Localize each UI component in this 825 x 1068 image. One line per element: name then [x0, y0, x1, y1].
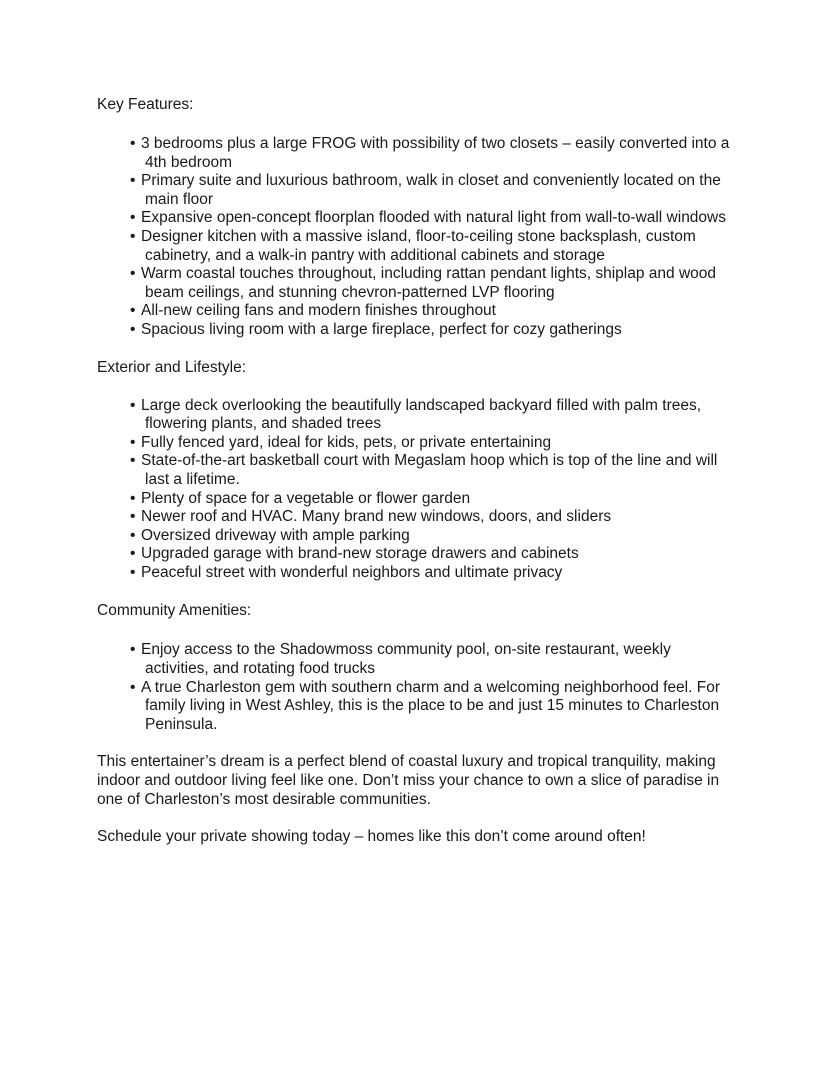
list-item: • Designer kitchen with a massive island, floor-to-ceiling stone backsplash, custom cabinetry, and a walk-in pantry with additional cabinets and storage: [97, 228, 737, 265]
list-item: • Newer roof and HVAC. Many brand new windows, doors, and sliders: [97, 508, 737, 527]
call-to-action: Schedule your private showing today – homes like this don’t come around often!: [97, 828, 646, 846]
list-item: • Plenty of space for a vegetable or flower garden: [97, 490, 737, 509]
list-item: • Enjoy access to the Shadowmoss community pool, on-site restaurant, weekly activities, and rotating food trucks: [97, 641, 737, 678]
list-item: • All-new ceiling fans and modern finishes throughout: [97, 302, 737, 321]
list-item: • Warm coastal touches throughout, including rattan pendant lights, shiplap and wood beam ceilings, and stunning chevron-patterned LVP flooring: [97, 265, 737, 302]
list-item: • Expansive open-concept floorplan flooded with natural light from wall-to-wall windows: [97, 209, 737, 228]
community-amenities-list: [97, 641, 737, 734]
key-features-heading: Key Features:: [97, 96, 194, 113]
closing-paragraph: This entertainer’s dream is a perfect blend of coastal luxury and tropical tranquility, making indoor and outdoor living feel like one. Don’t miss your chance to own a slice of paradise in one of Charleston’s most desirable communities.: [97, 753, 720, 808]
list-item: • Spacious living room with a large fireplace, perfect for cozy gatherings: [97, 321, 737, 340]
community-amenities-heading: Community Amenities:: [97, 602, 252, 620]
list-item: • Fully fenced yard, ideal for kids, pets, or private entertaining: [97, 434, 737, 453]
list-item: • Primary suite and luxurious bathroom, walk in closet and conveniently located on the main floor: [97, 172, 737, 209]
list-item: • Upgraded garage with brand-new storage drawers and cabinets: [97, 545, 737, 564]
list-item: • A true Charleston gem with southern charm and a welcoming neighborhood feel. For family living in West Ashley, this is the place to be and just 15 minutes to Charleston Peninsula.: [97, 679, 737, 735]
listing-document: [97, 96, 737, 847]
exterior-lifestyle-heading: Exterior and Lifestyle:: [97, 358, 247, 376]
list-item: • Large deck overlooking the beautifully landscaped backyard filled with palm trees, flowering plants, and shaded trees: [97, 397, 737, 434]
key-features-list: [97, 135, 737, 340]
list-item: • Oversized driveway with ample parking: [97, 527, 737, 546]
list-item: • Peaceful street with wonderful neighbors and ultimate privacy: [97, 564, 737, 583]
exterior-lifestyle-list: [97, 397, 737, 583]
list-item: • 3 bedrooms plus a large FROG with possibility of two closets – easily converted into a 4th bedroom: [97, 135, 737, 172]
list-item: • State-of-the-art basketball court with Megaslam hoop which is top of the line and will last a lifetime.: [97, 452, 737, 489]
